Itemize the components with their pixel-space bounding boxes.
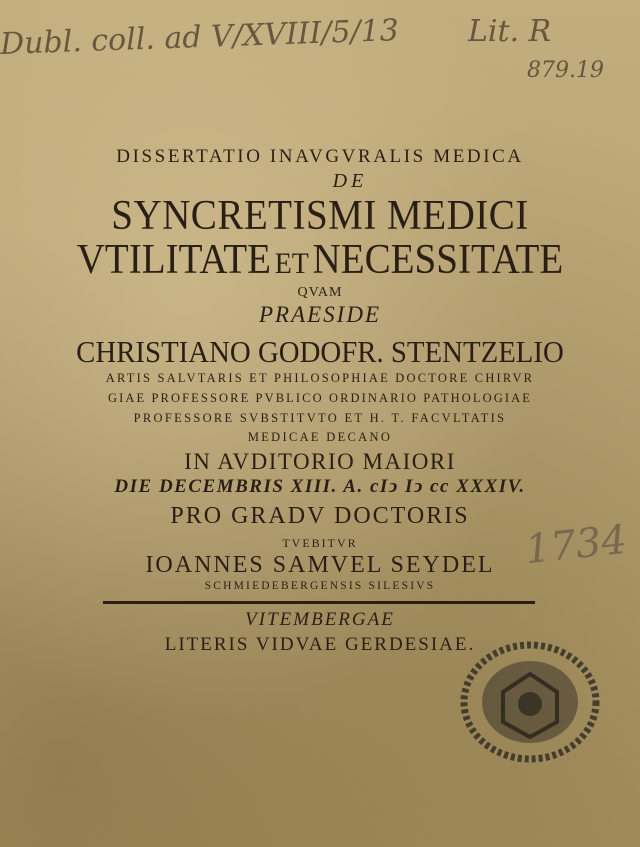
praeses-titles-3: PROFESSORE SVBSTITVTO ET H. T. FACVLTATIS: [133, 411, 507, 425]
main-title-line-2: [22, 236, 617, 284]
respondent-name: IOANNES SAMVEL SEYDEL: [145, 552, 495, 578]
praeses-titles-1: ARTIS SALVTARIS ET PHILOSOPHIAE DOCTORE CHIRVR: [105, 371, 535, 385]
praeside-label: PRAESIDE: [258, 302, 381, 327]
handwritten-lit: Lit. R: [468, 14, 552, 49]
dissertation-heading: DISSERTATIO INAVGVRALIS MEDICA: [116, 146, 524, 167]
defender-label: TVEBITVR: [282, 536, 358, 550]
divider-rule: [103, 601, 535, 604]
praeses-titles-2: GIAE PROFESSORE PVBLICO ORDINARIO PATHOLOGIAE: [108, 391, 532, 405]
handwritten-number: 879.19: [527, 58, 604, 83]
handwritten-shelfmark: Dubl. coll. ad V/XVIII/5/13: [0, 13, 400, 62]
title-word-et: ET: [274, 247, 309, 280]
praeses-titles-4: MEDICAE DECANO: [247, 430, 393, 444]
respondent-origin: SCHMIEDEBERGENSIS SILESIVS: [204, 580, 436, 592]
date-line: DIE DECEMBRIS XIII. A. cIↄ Iↄ cc XXXIV.: [114, 476, 526, 497]
stamp-inner-field: [482, 661, 578, 743]
imprint-printer: LITERIS VIDVAE GERDESIAE.: [164, 634, 476, 655]
title-word-necessitate: NECESSITATE: [312, 237, 564, 283]
title-de: DE: [332, 170, 368, 192]
handwritten-year: 1734: [522, 516, 629, 574]
library-stamp: [458, 632, 608, 767]
praeses-name: CHRISTIANO GODOFR. STENTZELIO: [76, 334, 564, 369]
venue: IN AVDITORIO MAIORI: [184, 449, 456, 474]
title-quam: QVAM: [297, 285, 343, 300]
main-title-line-1: SYNCRETISMI MEDICI: [111, 193, 529, 239]
title-word-utilitate: VTILITATE: [76, 237, 271, 283]
imprint-place: VITEMBERGAE: [245, 609, 395, 630]
degree-line: PRO GRADV DOCTORIS: [170, 503, 470, 529]
